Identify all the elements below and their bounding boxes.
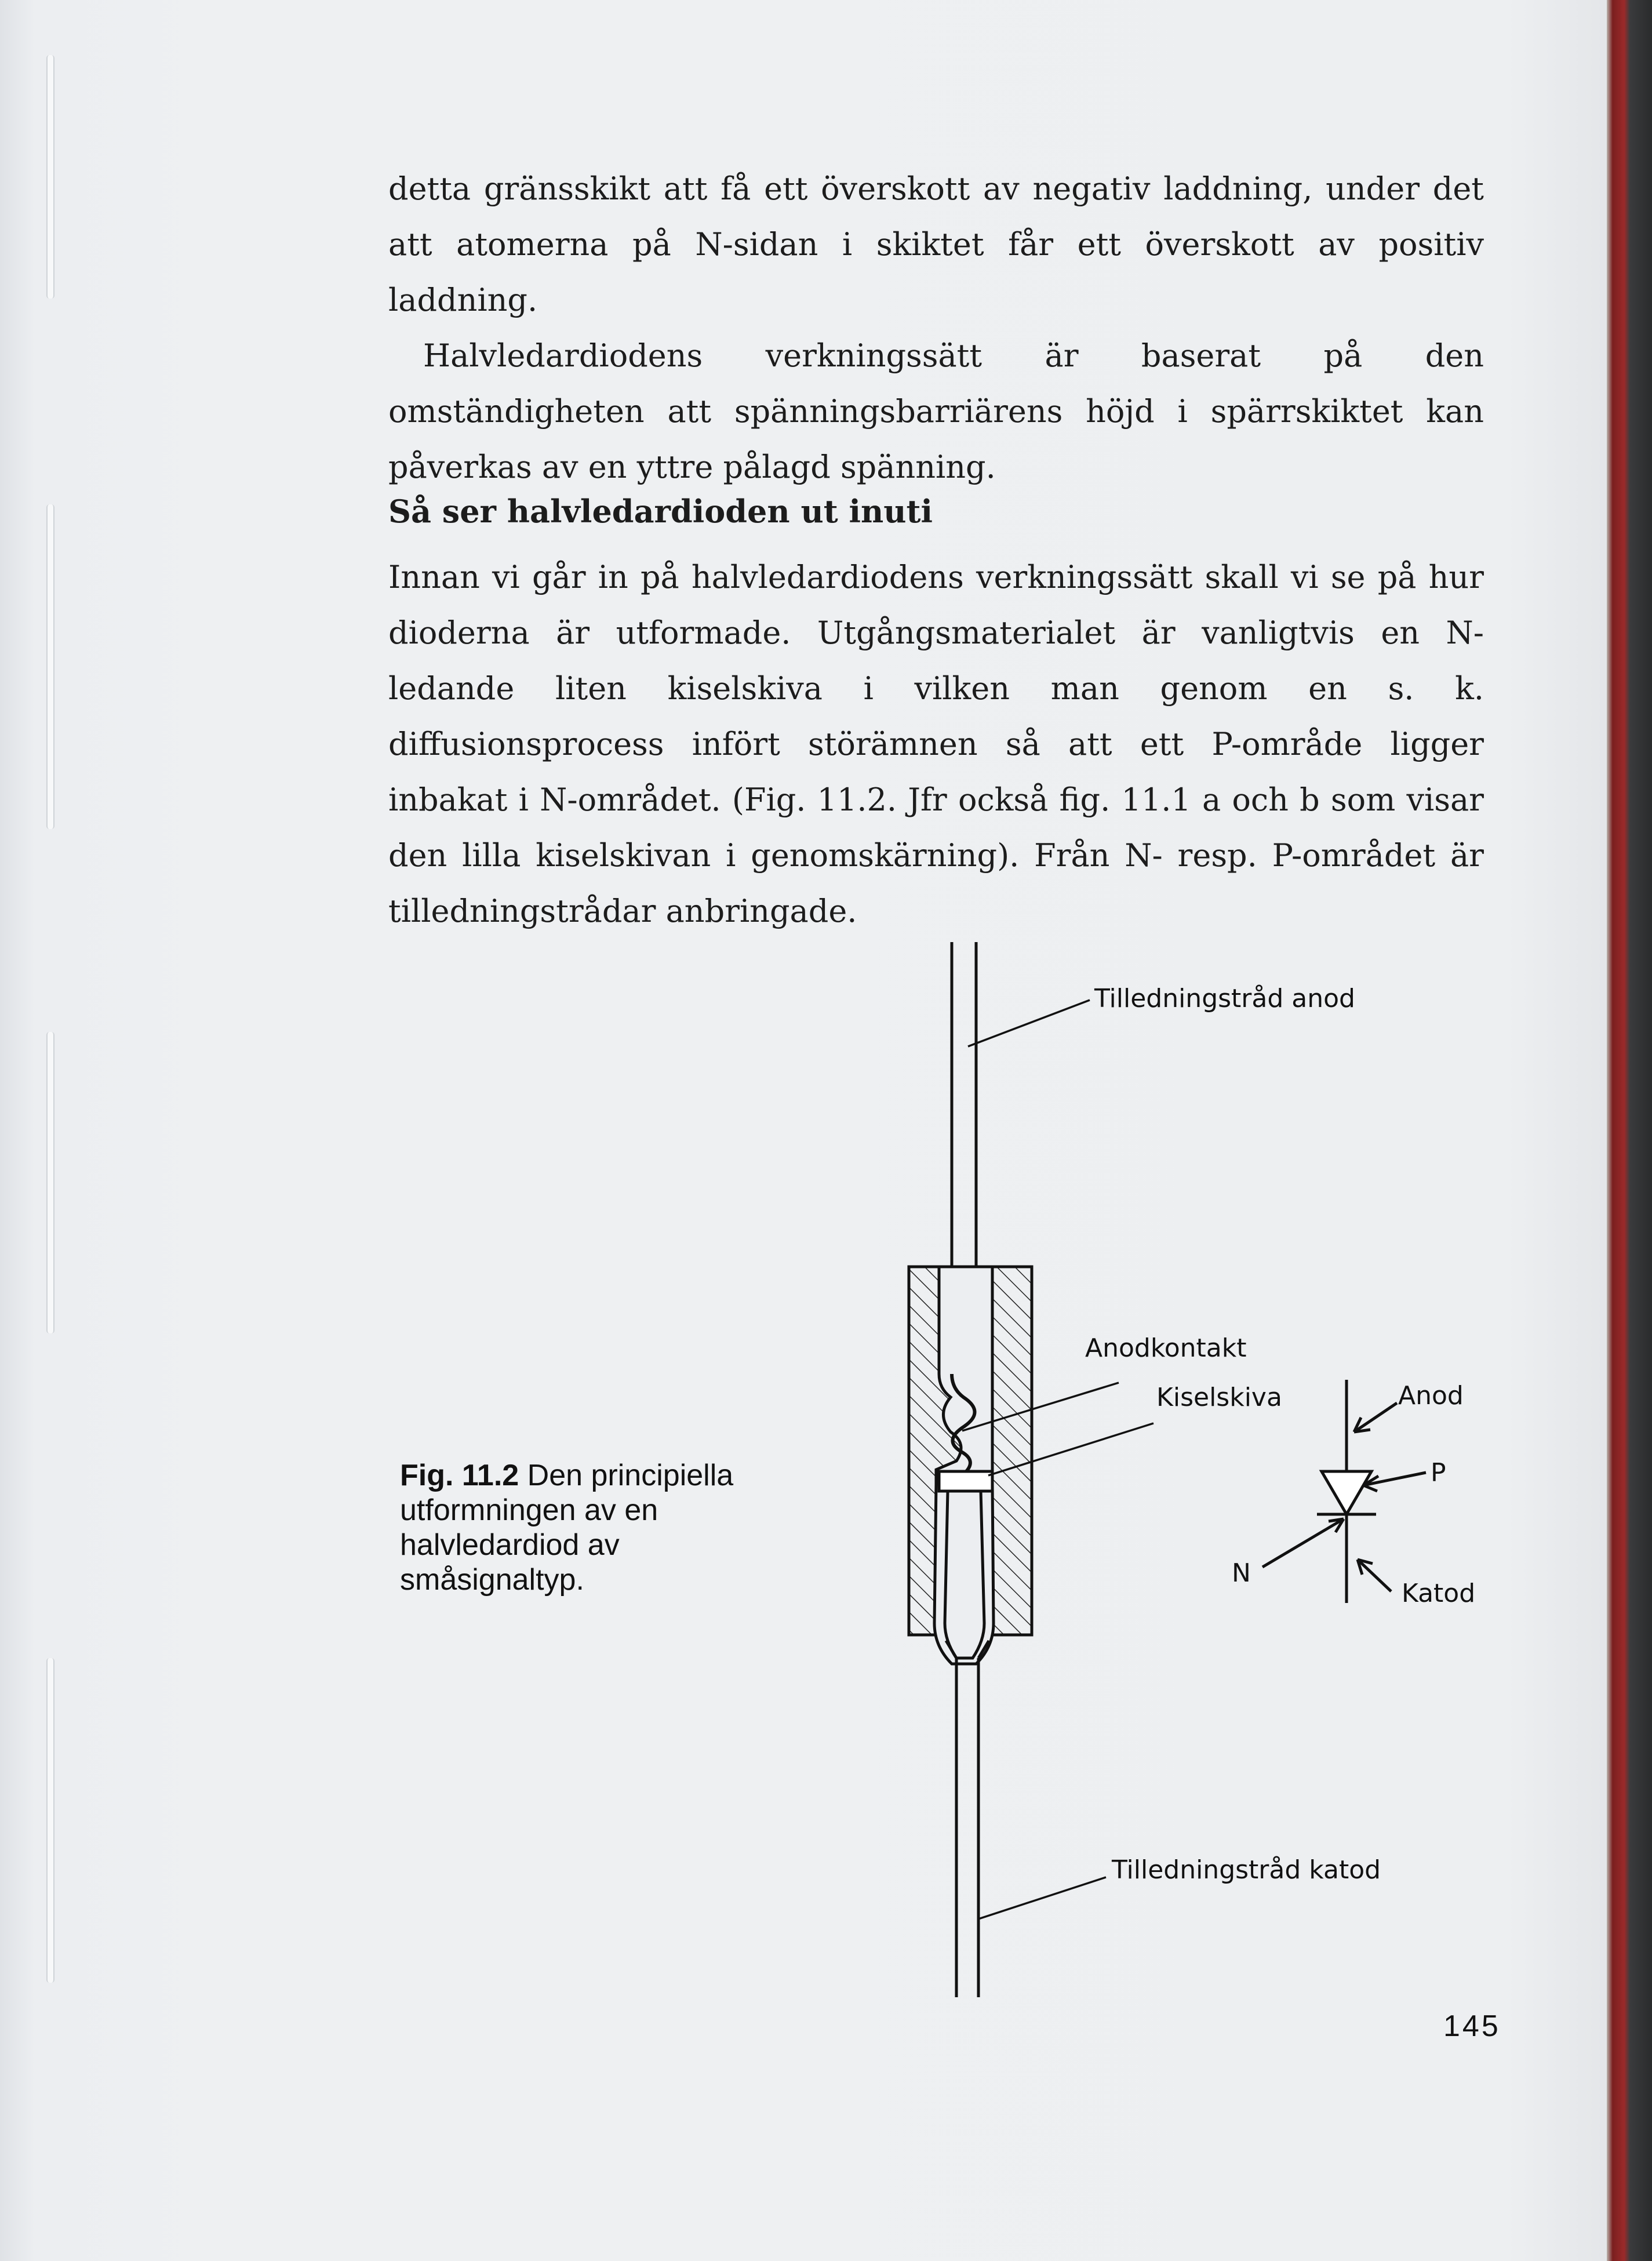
figure-caption (400, 1458, 800, 1597)
diode-cross-section (909, 942, 1032, 1997)
paragraph: Halvledardiodens verkningssätt är baserat på den omständigheten att spänningsbarriärens höjd i spärrskiktet kan påverkas av en yttre pålagd spänning. (388, 337, 1484, 485)
label-n: N (1232, 1558, 1251, 1588)
section-heading: Så ser halvledardioden ut inuti (388, 493, 933, 530)
label-anode-lead: Tilledningstråd anod (1094, 984, 1355, 1013)
caption-number: Fig. 11.2 (400, 1459, 519, 1492)
label-p: P (1431, 1458, 1446, 1488)
page-number: 145 (1443, 2009, 1501, 2043)
label-silicon-chip: Kiselskiva (1156, 1383, 1282, 1412)
label-cathode: Katod (1402, 1579, 1476, 1608)
label-anode: Anod (1398, 1381, 1464, 1411)
paragraph: Innan vi går in på halvledardiodens verkningssätt skall vi se på hur dioderna är utformade. Utgångsmaterialet är vanligtvis en N-ledande liten kiselskiva i vilken man genom en s. k. diffusionsprocess infört störämnen så att ett P-område ligger inbakat i N-området. (Fig. 11.2. Jfr också fig. 11.1 a och b som visar den lilla kiselskivan i genomskärning). Från N- resp. P-området är tilledningstrådar anbringade. (388, 559, 1484, 929)
paragraph: detta gränsskikt att få ett överskott av negativ laddning, under det att atomerna på N-sidan i skiktet får ett överskott av positiv laddning. (388, 170, 1484, 318)
label-cathode-lead: Tilledningstråd katod (1112, 1855, 1381, 1885)
diode-symbol (1262, 1380, 1426, 1603)
caption-text: Den principiella utformningen av en halvledardiod av småsignaltyp. (400, 1459, 734, 1597)
label-anode-contact: Anodkontakt (1085, 1333, 1247, 1363)
